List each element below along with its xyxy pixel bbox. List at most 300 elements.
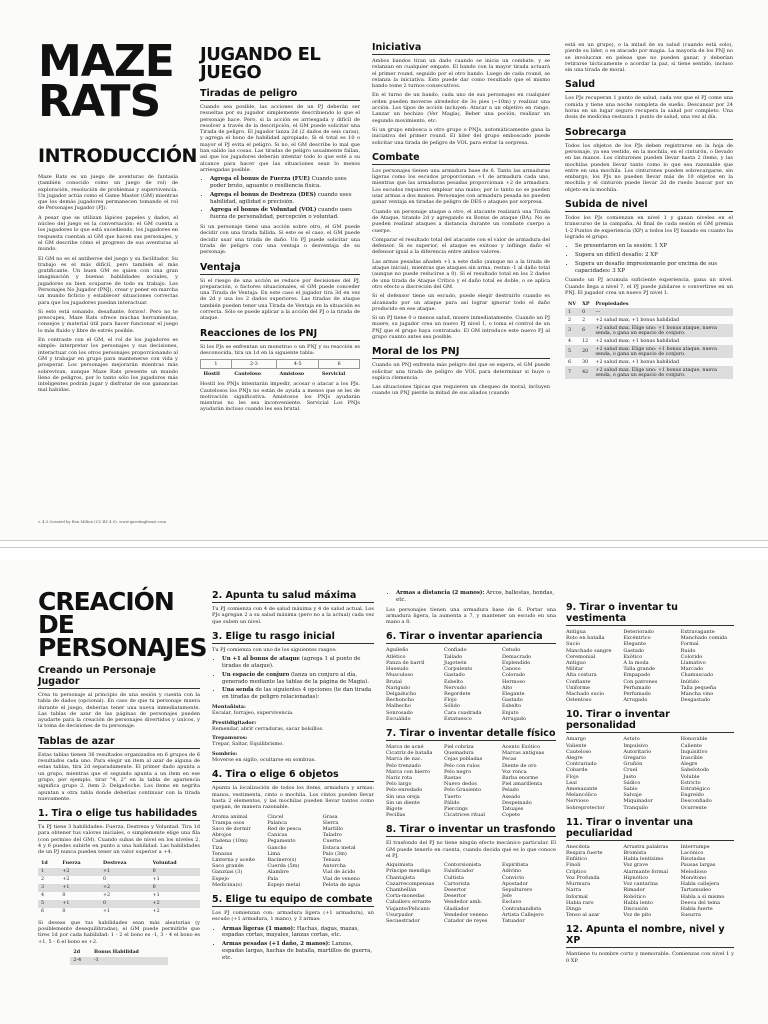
list-item: Taladro (322, 832, 342, 839)
table-cell: 2d (73, 949, 81, 956)
title-line-2: RATS (38, 76, 161, 128)
list-item: Voz Profunda (566, 874, 600, 881)
list-item: Corpulento (444, 666, 473, 673)
step-1-text: Tu PJ tiene 3 habilidades: Fuerza, Destreza y Voluntad. Tira 1d para obtener tus valores iniciales, o simplemente elige una fila (con permiso del GM). Cuando subas de nivel en los niveles 2, 4 y 6 puedes subirle en punto a una habilidad. Las habilidades de un PJ nunca pueden tener un valor superior a +4. (38, 824, 200, 856)
list-item: Tenso al azar (566, 912, 600, 919)
list-item: Sierra (322, 819, 339, 826)
table-cell: 20 (579, 345, 592, 358)
list-item: Musculoso (386, 672, 414, 679)
list-item: Cuerno (322, 838, 342, 845)
step-12-heading: 12. Apunta el nombre, nivel y XP (566, 924, 734, 948)
intro-column (38, 36, 197, 512)
list-item: Talla pequeña (680, 684, 717, 691)
list-item: Bacinero(s) (267, 856, 297, 863)
list-item: • Supera un difícil desafío: 2 XP (575, 252, 733, 259)
list-item: Esplendido (502, 659, 531, 666)
list-item: Pálido (444, 799, 460, 806)
list-item: Habla callejera (680, 881, 720, 888)
list-item: Contrariado (566, 761, 597, 768)
list-item: Empapado (623, 672, 651, 679)
list-item: Marca de acné (386, 743, 424, 750)
table-cell: Destreza (103, 860, 127, 867)
list-item: Cazarrecompensas (386, 880, 435, 887)
list-item: Honorable (680, 736, 708, 743)
list-item: Sabelotodo (680, 767, 710, 774)
list-item: Gruñón (623, 761, 643, 768)
list-item: Antigua (566, 629, 586, 635)
list-item: Justo (623, 773, 637, 780)
list-item: Antiguo (566, 660, 586, 667)
combat-text: Comparar el resultado total del atacante con el valor de armadura del defensor. Si es superior, el ataque es exitoso y inflinge daño el defensor igual a la diferencia entre ambos valores. (372, 236, 551, 256)
list-item: Ostentoso (566, 697, 592, 704)
step-8-text: El trasfondo del PJ no tiene ningún efecto mecánico particular. El GM puede tenerlo en cuenta, cuando decida qué es lo que conoce el PJ. (386, 840, 556, 859)
list-item: Enfático (566, 856, 588, 863)
list-item: Narra (566, 887, 582, 894)
table-row (38, 876, 200, 884)
table-cell: 0 (62, 893, 66, 899)
list-item: Rastas (444, 774, 461, 781)
path-entry (212, 751, 374, 764)
list-item: Sepulturero (502, 887, 533, 894)
list-item: Hermoso (502, 678, 526, 685)
list-item: Tatuajes (502, 805, 524, 812)
list-item: Jugoteón (444, 659, 467, 666)
list-item: Brutal (386, 678, 402, 685)
list-item: Esclavo (502, 899, 522, 906)
list-item: Amenazante (566, 786, 598, 793)
text-run: Hachas, dagas, mazas, espadas cortas, mayales, lanzas cortas, etc. (222, 925, 360, 939)
table-cell: 2 (582, 317, 586, 323)
list-item: Pelo Grasiento (444, 787, 482, 794)
list-item: Sin un diente (386, 799, 420, 806)
list-item: Pecas (502, 756, 517, 763)
list-item: Gregario (623, 755, 646, 762)
list-item: Catador de reyes (444, 918, 488, 925)
list-item: Irascible (680, 755, 703, 762)
list-item: Antorcha (322, 863, 346, 870)
table-row (38, 859, 200, 868)
table-cell: Hostil (203, 370, 220, 377)
list-item: Alquimista (386, 862, 414, 869)
list-item: Confiante (566, 678, 591, 685)
text-run: (lanza un conjuro al día, generado mediante las tablas de la página de Magia). (222, 671, 369, 685)
clothing-list (566, 629, 734, 703)
list-item: Marca de nac. (386, 756, 423, 763)
list-item: Chantajista (386, 874, 415, 881)
list-item: Inquisitivo (680, 748, 708, 755)
background-list (386, 862, 556, 924)
list-item: Sabio (623, 786, 638, 793)
title-line-1: MAZE (38, 36, 174, 87)
list-item: Príncipe mendigo (386, 868, 431, 875)
step-4-text: Apunta la localización de todos los ítems, armadura y armas: manos, vestimenta, cinto o mochila. Los cintos pueden llevar hasta 2 elementos, y las mochilas pueden llevar tantos como quepan, de manera razonable. (212, 785, 374, 811)
table-cell: 1 (565, 308, 579, 316)
text-run: cuando uses habilidad, agilidad o precisión. (210, 191, 352, 205)
path-entry (212, 720, 374, 733)
list-item (222, 941, 374, 961)
list-item: Huesudo (386, 666, 409, 673)
combat-text: Si un PJ tiene 0 o menos salud, muere inmediatamente. Cuando un PJ muere, su jugador crea un nuevo PJ nivel 1, o toma el control de un PNJ que el grupo haya contratado. El GM introduce este nuevo PJ al grupo cuanto antes sea posible. (372, 315, 550, 340)
list-item: Narigudo (386, 684, 410, 691)
table-cell: 5 (565, 345, 579, 358)
table-cell: +2 salud max. Elige uno: +1 bonus ataque, nueva senda, o gana un espacio de conjuro. (592, 366, 733, 379)
reactions-heading: Reacciones de los PNJ (200, 328, 360, 341)
text-run: Prestidigitador: (212, 719, 257, 726)
table-cell: +2 (103, 893, 111, 899)
list-item: Vendedor veneno (444, 911, 488, 918)
character-creation-page (0, 560, 768, 1024)
list-item: Gladiador (444, 905, 469, 912)
list-item: Tatuador (502, 918, 525, 925)
text-run: Armas a distancia (2 manos): (396, 590, 485, 596)
step-8-heading: 8. Tirar o inventar un trasfondo (386, 824, 556, 836)
list-item: Pecillas (386, 812, 406, 819)
intro-paragraph: Maze Rats es un juego de aventuras de fantasía (también conocido como un juego de rol) de exploración, resolución de problemas y supervivencia. Un jugador actúa como el Game Master (GM) mientras que los demás jugadores permanecen tomando el rol de Personajes Jugador (PJ). (38, 173, 178, 212)
ability-bonus-list (210, 176, 360, 221)
list-item: Alarmante formal (623, 868, 668, 875)
table-row (38, 892, 200, 900)
list-item: Flojo (566, 773, 579, 780)
table-cell: 2 (568, 317, 572, 323)
list-item: Sólido (444, 703, 460, 710)
list-item: Tuerto (444, 793, 461, 800)
list-item: Estricto (680, 779, 701, 786)
list-item: Contrabandista (502, 905, 542, 912)
list-item: Cruel (623, 767, 638, 774)
list-item: Secuestrador (386, 918, 420, 925)
table-row (565, 337, 733, 345)
list-item: Estatuesco (444, 715, 472, 722)
table-cell: 2-4 (70, 957, 91, 965)
list-item: Elegante (623, 641, 646, 648)
table-cell: +2 salud max, +1 bonus habilidad (595, 317, 680, 323)
list-item: Susurra (680, 912, 701, 919)
list-item: Gastado (502, 697, 523, 704)
list-item: Usurpador (386, 911, 414, 918)
list-item: Grasa (322, 813, 338, 820)
list-item: Colorado (502, 672, 526, 679)
text-run: Una senda (222, 687, 254, 694)
danger-rolls-text: Cuando sea posible, las acciones de un PJ deberán ser resueltas por su jugador simplemente describiendo lo que el personaje hace. Pero, si la acción es arriesgada y difícil de resolver a través de la descripción, el GM puede solicitar una Tirada de peligro. El jugador lanza 2d (2 dados de seis caras), y agrega el bono de habilidad apropiado. Si el total es 10 o mayor el PJ evita el peligro. Si no, el GM describe lo mal que han salido las cosas. Las tiradas de peligro usualmente fallan, así que los jugadores deberán intentar todo lo que esté a su alcance para hacer que las situaciones sean lo menos arriesgadas posible. (200, 104, 360, 173)
list-item: Manchado comida (680, 635, 728, 642)
text-run: Sombrío: (212, 750, 238, 757)
health-column (565, 42, 733, 512)
trait-list (222, 656, 374, 701)
list-item: Vial de ácido (322, 869, 356, 876)
list-item: Perfumado (623, 684, 651, 691)
list-item: Cicatriz de batalla (386, 750, 433, 757)
table-cell: +2 (62, 877, 70, 883)
list-item: Con patrones (623, 678, 658, 685)
list-item: Desconfiado (680, 798, 712, 805)
table-cell: 2 (41, 877, 45, 883)
steps-column (212, 590, 374, 1020)
list-item: Canicas (267, 832, 288, 839)
list-item: Pelota de agua (322, 881, 361, 888)
initiative-text: En el turno de un bando, cada uno de sus personajes en cualquier orden pueden moverse alrededor de 3o pies (~10m) y realizar una acción. Los tipos de acción incluyen: Atacar a un objetivo en rango, Lanzar un hechizo (Ver Magia), Beber una poción, realizar un segundo movimiento, etc. (372, 92, 550, 124)
list-item: Amargo (566, 736, 586, 743)
list-item: Sucio (566, 641, 581, 648)
list-item: Deeva del tema (680, 899, 721, 906)
list-item: Pegamento (267, 838, 296, 845)
list-item: Robótico (623, 893, 646, 900)
list-item: Melodioso (680, 868, 707, 875)
list-item: Exótico (623, 653, 643, 660)
encumbrance-text: Todos los objetos de los PJs deben registrarse en la hoja de personaje, ya sea vestido, en la mochila, en el cinturón, o llevado en las manos. Los cinturones pueden llevar hasta 2 ítems, y las mochilas pueden llevar tanto como lo que sea razonable que entre en una mochila. Los cinturones pueden sobrecargarse, sin embargo, los PJs no pueden llevar más de 10 objetos en la mochila y el cinturón puede llevar 2d de ruedo buscar por un objeto en la mochila. (565, 142, 733, 193)
text-run: Moverse en sigilo, ocultarse en sombras. (212, 757, 316, 764)
table-row (565, 316, 733, 324)
list-item: Tranquilo (623, 804, 648, 811)
list-item: Cara cuadrada (444, 709, 482, 716)
list-item: Monótono (680, 874, 707, 881)
list-item: Pala (267, 875, 279, 882)
list-item: Alegre (680, 761, 698, 768)
list-item: Tenazas (212, 850, 233, 857)
table-cell: 6 (579, 324, 592, 337)
list-item: Arrugado (623, 697, 648, 704)
list-item: Pelado (502, 787, 519, 794)
step-3-text: Tu PJ comienza con uno de los siguientes rasgos: (212, 646, 337, 653)
list-item: Diente de oro (502, 762, 537, 769)
text-run: Remendar, abrir cerraduras, sacar bolsillos. (212, 725, 324, 732)
list-item: Voluble (680, 773, 700, 780)
page-footer: v. 4.3 Created by Ben Milton (CC BY 4.0). www.questingbeast.com (38, 519, 166, 524)
step-12-text: Mantiene tu nombre corto y memorable. Comienzas con nivel 1 y 0 XP. (566, 951, 734, 964)
step-6-heading: 6. Tirar o inventar apariencia (386, 631, 556, 644)
list-item: Cuerda (5m) (267, 863, 300, 870)
list-item: Tallado (444, 653, 463, 660)
list-item: Piel amarillenta (502, 781, 543, 788)
random-tables-heading: Tablas de azar (38, 736, 200, 749)
table-cell: +2 salud max. Elige uno: +1 bonus ataque, nueva senda, o gana un espacio de conjuro. (592, 324, 733, 337)
advantage-text: Si el riesgo de una acción se reduce por decisiones del PJ, preparación, o factores situacionales, el GM puede conceder una Tirada de Ventaja. En este caso el jugador tira 3d en vez de 2d y usa los 2 dados superiores. Las tiradas de ataque también pueden tener una Tirada de Ventaja en la situación es correcta. Sólo se puede aplicar a la acción del PJ o la tirada de ataque. (200, 277, 360, 322)
list-item: Trampa osos (212, 819, 245, 826)
list-item: Espiritista (502, 862, 529, 869)
list-item: Tiza (212, 844, 223, 851)
list-item: Perfumado (623, 691, 651, 698)
level-up-text-2: Cuando un PJ acumula suficiente experiencia, gana un nivel. Cuando llega a nivel 7, el PJ puede jubilarse o convertirse en un PNJ. El jugador crea un nuevo PJ nivel 1. (565, 277, 733, 297)
list-item: Espejo (212, 875, 229, 882)
list-item: Regordete (444, 690, 471, 697)
path-entry (212, 704, 374, 717)
table-cell: 12 (582, 338, 589, 344)
table-cell: +2 salud max, +1 bonus habilidad (595, 338, 680, 344)
list-item: Pelo trenzado (386, 762, 421, 769)
appearance-column (386, 590, 556, 1020)
list-item: Gastado (623, 647, 645, 654)
table-cell: 4 (41, 893, 45, 899)
table-cell: 30 (582, 359, 589, 365)
table-row (201, 360, 360, 369)
list-item: Adivino (502, 868, 522, 875)
playing-column (200, 46, 360, 516)
table-cell: 1 (38, 868, 59, 876)
list-item: Leal (566, 779, 577, 786)
table-cell: 0 (100, 900, 150, 908)
text-run: Cuando uses poder bruto, aguante o resiliencia física. (210, 176, 347, 190)
list-item: Marca con hierro (386, 768, 431, 775)
list-item: Manchado sangre (566, 647, 612, 654)
text-run: Agrega el bonus de Voluntad (VOL) (210, 207, 317, 214)
bonus-table (70, 948, 167, 965)
text-run: Agrega el bonus de Destreza (DES) (210, 191, 317, 198)
list-item: Linterna y aceite (212, 856, 256, 863)
step-1-heading: 1. Tira o elige tus habilidades (38, 808, 200, 821)
table-cell: +1 (59, 900, 100, 908)
step-10-heading: 10. Tirar o inventar personalidad (566, 709, 734, 733)
text-run: de las siguientes 4 opciones (te dan tirada en tiradas de peligro relacionadas): (222, 687, 372, 701)
list-item: Falsificador (444, 868, 474, 875)
table-cell: +1 (59, 884, 100, 892)
list-item: Piel cobriza (444, 743, 474, 750)
list-item: Voz grave (623, 862, 649, 869)
list-item: Cincel (267, 813, 284, 820)
list-item: Talla grande (623, 666, 655, 673)
list-item: Piercings (444, 805, 468, 812)
list-item: Chamuscado (680, 672, 714, 679)
table-cell: +2 (100, 884, 150, 892)
list-item: A la moda (623, 660, 649, 667)
list-item: Anecdota (566, 843, 590, 850)
table-cell: +2 salud max. Elige uno: +1 bonus ataque, nueva senda, o gana un espacio de conjuro. (592, 345, 733, 358)
page-separator (0, 540, 768, 548)
list-item: Confiado (444, 647, 467, 654)
list-item: Malhecho (386, 703, 411, 710)
list-item: Melancólico (566, 792, 597, 799)
table-cell: 0 (62, 909, 66, 915)
advantage-heading: Ventaja (200, 262, 360, 275)
list-item: Contorsionista (444, 862, 482, 869)
list-item: Apostador (502, 880, 528, 887)
table-cell: Voluntad (152, 860, 177, 867)
list-item: Aguileño (386, 647, 409, 654)
danger-rolls-heading: Tiradas de peligro (200, 88, 360, 101)
list-item: Nuevo dedos (444, 781, 477, 788)
list-item: Pelo negro (444, 768, 472, 775)
morale-continued-text: está en un grupo), o la mitad de su salud (cuando está solo), pierde su líder, o es atacado por magia. La mayoría de los PNJ no se involucran en peleas que no pueden ganar, y deberían retirarse tácticamente o acordar la paz, si tiene sentido, incluso sin una tirada de moral. (565, 42, 733, 74)
list-item (210, 207, 360, 221)
list-item: Estratégico (680, 786, 710, 793)
intro-paragraph: En contraste con el GM, el rol de los jugadores es simple: interpretar los personajes y sus decisiones, interactuar con los otros personajes proporcionando al GM y trabajar en grupo para mantenerse con vida y prosperar. Los personajes mejorarán mientras más sobrevivan, aunque Maze Rats presente un mundo lleno de peligros, por lo tanto sólo los jugadores más inteligentes podrán jugar y disfrutar de sus ganancias mal habidas. (38, 337, 178, 394)
list-item: Chambellán (386, 887, 417, 894)
encumbrance-heading: Sobrecarga (565, 127, 733, 140)
list-item: Cauteloso (566, 748, 592, 755)
table-row (38, 900, 200, 908)
list-item: Voz de pito (623, 912, 652, 919)
text-run: Trepar, Saltar, Equilibrismo. (212, 741, 284, 748)
table-cell: 7 (565, 366, 579, 379)
list-item: Gancho (267, 844, 287, 851)
initiative-text: Ambos bandos tiran un dado cuando se inicia un combate, y se relanzan en cualquier empate. El bando con la mayor tirada actuará el primer round, seguido por el otro bando. Luego de cada round, se relanza la iniciativa. Esto puede dar como resultado que el mismo bando tome 2 turnos consecutivos. (372, 58, 550, 90)
list-item: Uniforme (566, 684, 590, 691)
step-2-heading: 2. Apunta tu salud máxima (212, 590, 374, 603)
health-text: Los PJs recuperan 1 punto de salud, cada vez que el PJ come una comida y tiene una noche completa de sueño. Descansar por 24 horas en un lugar seguro recupera la salud por completo. Una dosis de medicina restaura 1 punto de salud, una vez al día. (565, 95, 733, 121)
table-cell: 0 (103, 877, 107, 883)
list-item: Ruido (680, 647, 696, 654)
level-up-text: Todos los PJs comienzan en nivel 1 y ganan niveles en el transcurso de la campaña. Al final de cada sesión el GM premia 1-2 Puntos de experiencia (XP) a todos los PJ basado en cuanto ha logrado el grupo. (565, 215, 733, 240)
table-cell: +1 (103, 909, 111, 915)
list-item: Excéntrico (623, 635, 651, 642)
list-item: Aseado (502, 793, 521, 800)
table-header: NV (568, 300, 577, 307)
list-item: Marcas antiguas (502, 750, 545, 757)
step-4-heading: 4. Tira o elige 6 objetos (212, 769, 374, 782)
table-cell: 4-5 (276, 360, 318, 369)
list-item: Voz cantarina (623, 881, 658, 888)
list-item: Llamativo (680, 660, 706, 667)
table-cell: 6 (41, 909, 45, 915)
list-item: Colorido (680, 653, 703, 660)
list-item: Finoli (566, 862, 581, 869)
danger-rolls-text-2: Si un personaje tiene una acción sobre otro, el GM puede decidir con una tirada fallida. Si este es el caso, el GM puede decidir usar una tirada de daño. Un PJ puede solicitar una tirada de peligro con una ventaja o desventaja de su personaje. (200, 224, 360, 256)
text-run: Agrega el bonus de Fuerza (FUE) (210, 176, 310, 183)
reactions-explanation: Hostil los PNJs intentarán impedir, acosar o atacar a los PJs. Cautelosos los PNJs no están de ayuda a menos que se les de motivación significativa. Amistosos los PNJs ayudarán mientras no les sea inconveniente. Servicial Los PNJs ayudarán incluso cuando les sea brutal. (200, 381, 360, 413)
list-item: Esbelto (502, 703, 521, 710)
intro-heading: INTRODUCCIÓN (38, 144, 197, 167)
list-item: Ocurrente (680, 804, 707, 811)
list-item: Viajante/Pelicano (386, 905, 430, 912)
step-7-heading: 7. Tirar o inventar detalle físico (386, 727, 556, 739)
list-item: Corta-monedas (386, 893, 425, 900)
table-cell: 0 (579, 308, 592, 316)
step-11-heading: 11. Tirar o inventar una peculiaridad (566, 817, 734, 841)
table-cell: Fuerza (62, 860, 81, 867)
list-item (222, 926, 374, 940)
list-item: Habla fuerte (680, 905, 713, 912)
table-cell: Servicial (321, 370, 346, 377)
list-item: Miquinador (623, 798, 653, 805)
list-item: Gastado (444, 672, 465, 679)
list-item: Abrojos (212, 832, 232, 839)
text-run: Un +1 al bonus de ataque (222, 656, 300, 663)
list-item: Flojo (444, 697, 457, 704)
list-item (210, 192, 360, 206)
list-item: Copete (502, 812, 520, 819)
list-item: Ganzúas (3) (212, 869, 243, 876)
list-item (222, 672, 374, 686)
list-item: Sádico (623, 779, 641, 786)
initiative-heading: Iniciativa (372, 42, 550, 55)
title-line-1: CREACIÓN DE (38, 587, 174, 639)
step-1-text-2: Si deseas que tus habilidades sean más aleatorias (y posiblemente desequilibradas), el GM puede permitirle que tires 1d por cada habilidad: 1 - 2 el bono es -1, 3 - 4 el bono es +1, 5 - 6 el bono es +2. (38, 919, 200, 945)
table-header: Propiedades (595, 300, 629, 307)
list-item: Habla lentísimo (623, 856, 664, 863)
list-item (396, 590, 556, 604)
list-item: Desertor (444, 887, 467, 894)
table-row (70, 948, 167, 957)
table-cell: 42 (579, 366, 592, 379)
list-item: Nariz rota (386, 774, 412, 781)
intro-paragraph: El GM no es el antiheroe del juego y su facilitador. Su trabajo es el más difícil, pero también el más gratificante. Un buen GM es quien con una gran imaginación y buenas habilidades sociales, y jugadores su bien ocuparse de todo su trabajo. Los Personajes No Jugador (PNJ), crear y poner en marcha un mundo ficticio y establecer situaciones correctas para que los jugadores puedan interactuar. (38, 255, 178, 306)
list-item: Murmura (566, 881, 591, 888)
table-row (70, 957, 167, 965)
list-item: Cejas pobladas (444, 756, 483, 763)
appearance-list (386, 647, 556, 721)
list-item: Bromista (623, 850, 647, 857)
list-item: Escuálido (386, 715, 411, 722)
armor-text: Los personajes tienen una armadura base de 6. Portar una armadura ligera, la aumenta a 7, y mantener un escudo en una mano a 8. (386, 606, 556, 626)
table-row (565, 308, 733, 316)
list-item: Dinga (566, 905, 582, 912)
list-item: Interrumpe (680, 843, 710, 850)
step-5-heading: 5. Elige tu equipo de combate (212, 893, 373, 905)
list-item: Pelo enredado (386, 787, 423, 794)
table-cell: 3 (38, 884, 59, 892)
text-run: Escalar, forrajeo, supervivencia. (212, 710, 294, 717)
list-item: Enjuto (502, 709, 519, 716)
list-item: Lima (267, 850, 280, 857)
list-item: Pelo largo (386, 781, 412, 788)
